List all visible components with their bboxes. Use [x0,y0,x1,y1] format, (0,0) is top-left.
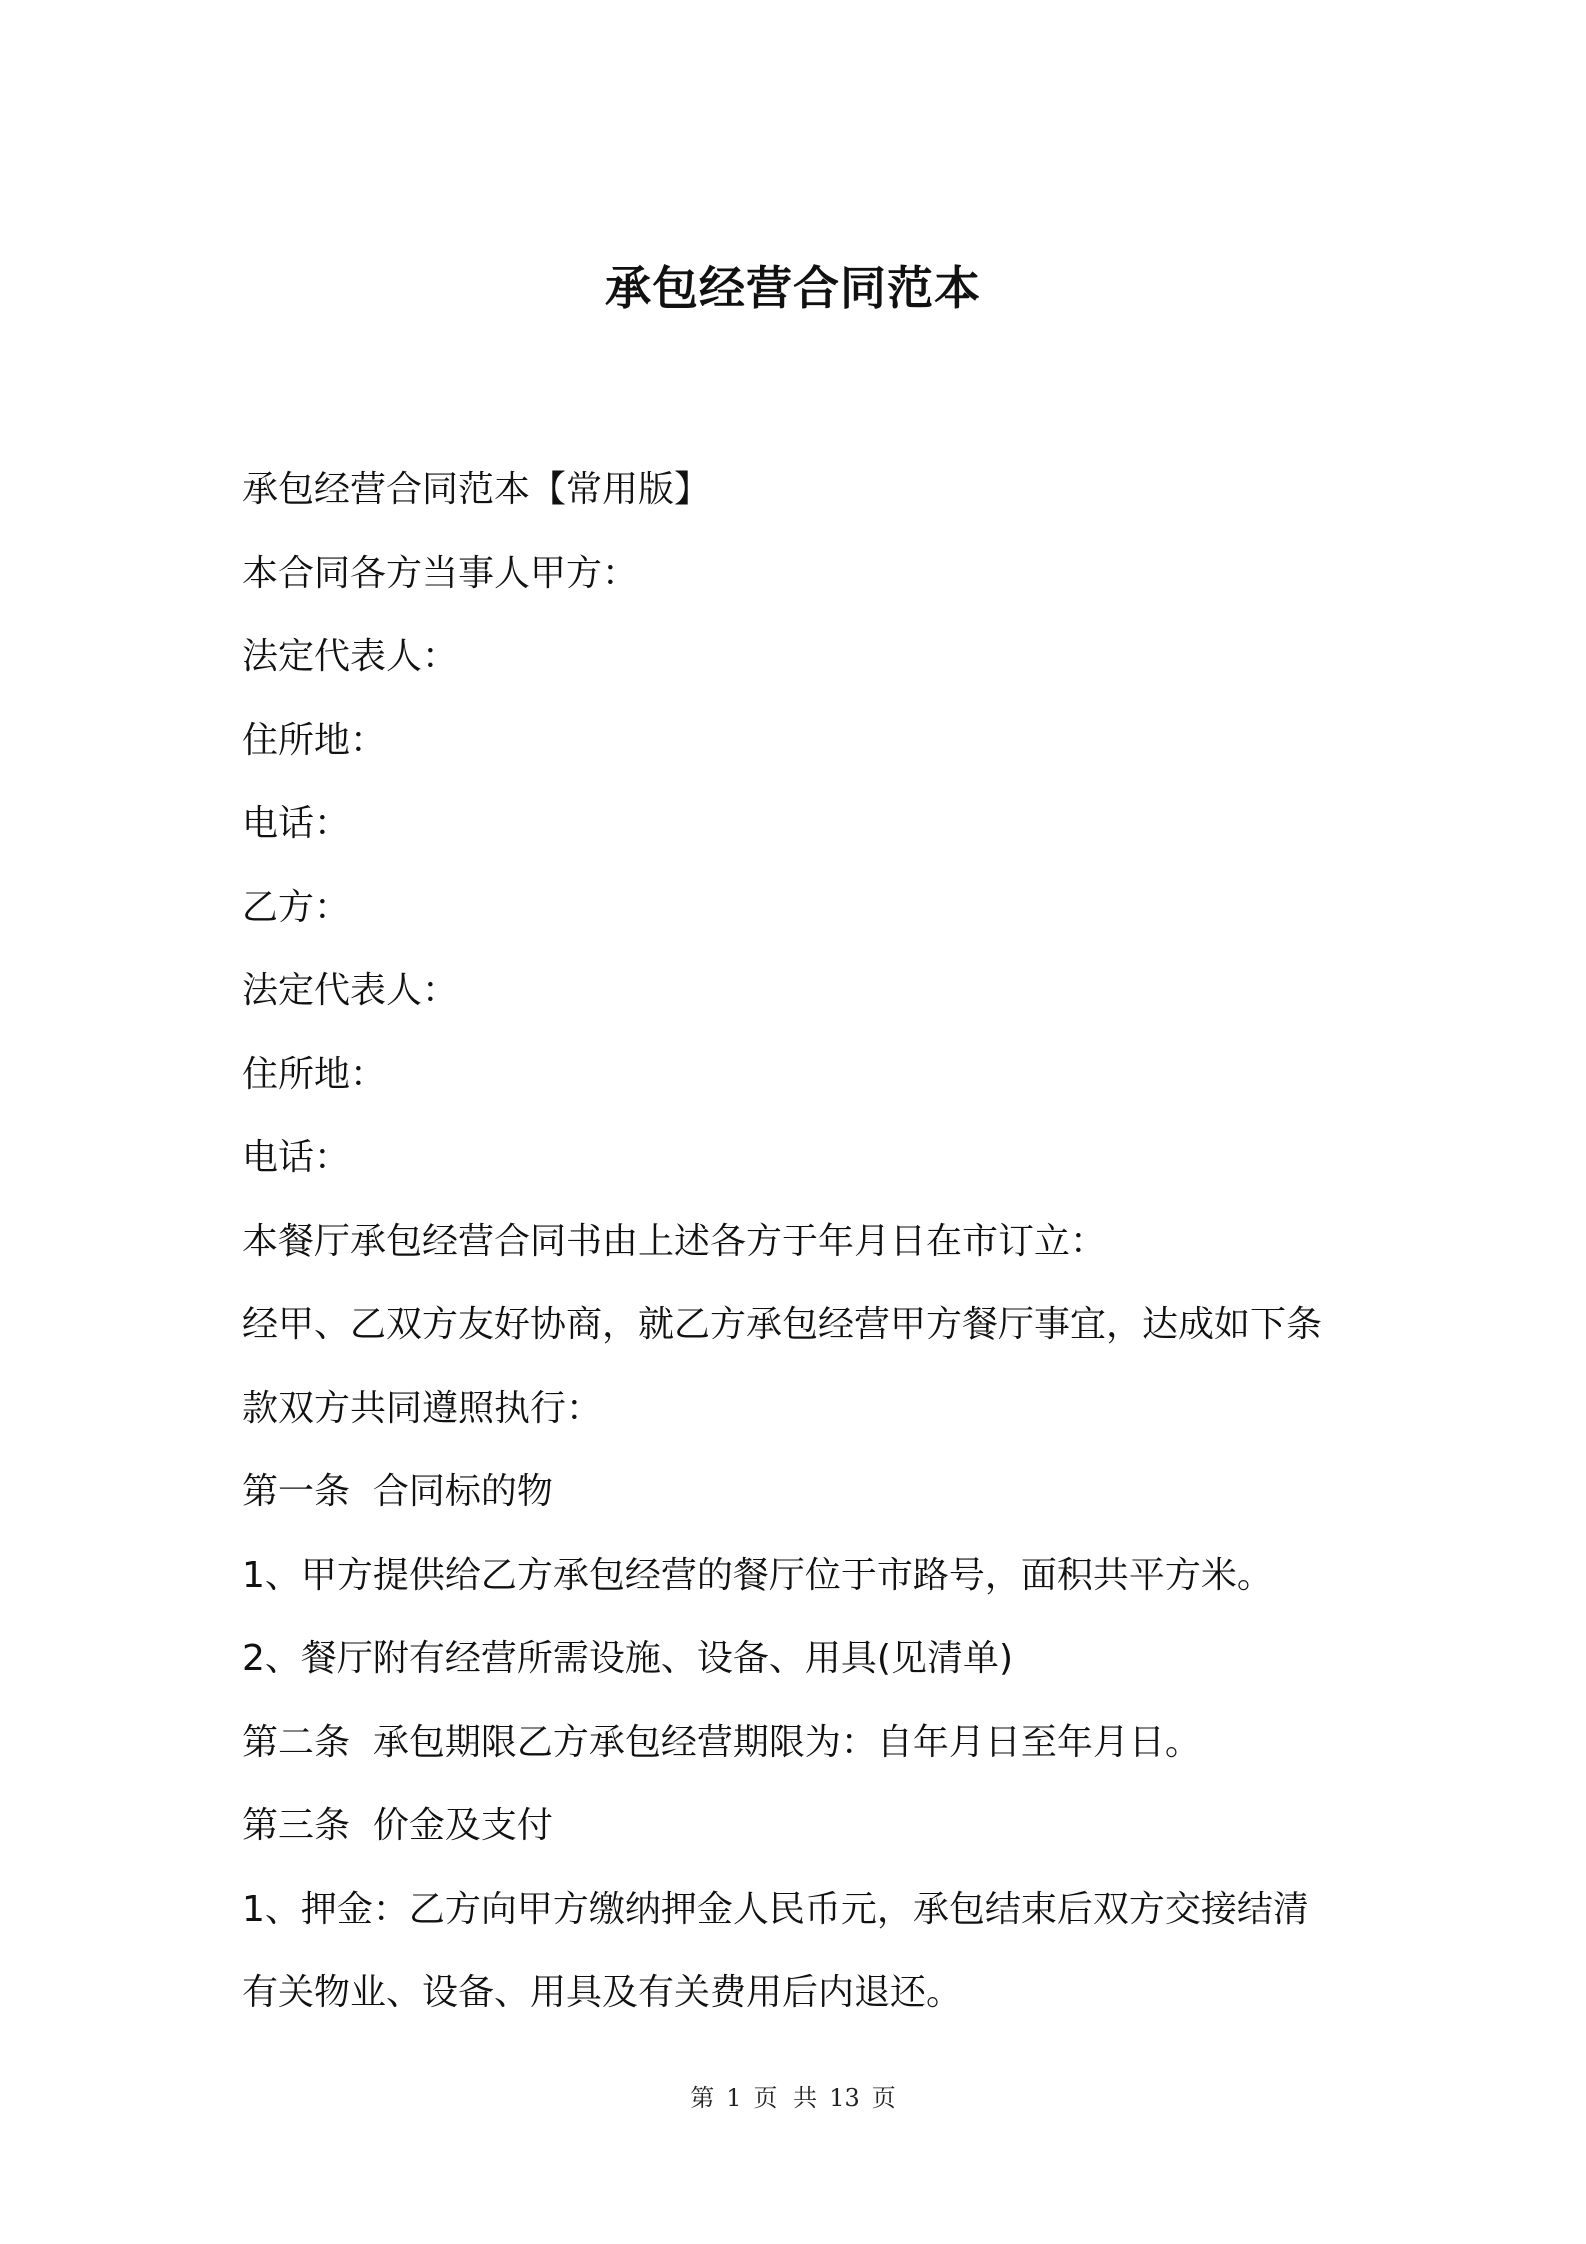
footer-current-page: 1 [726,2084,742,2112]
body-line: 乙方： [242,886,351,928]
body-line: 电话： [242,1137,351,1178]
footer-prefix: 第 [690,2084,715,2112]
footer-total-pages: 13 [829,2084,860,2112]
body-line: 款双方共同遵照执行： [242,1387,603,1429]
body-line: 2、餐厅附有经营所需设施、设备、用具(见清单) [242,1638,1013,1679]
footer-middle: 页 共 [753,2084,818,2112]
footer-suffix: 页 [871,2084,896,2112]
body-line: 经甲、乙双方友好协商，就乙方承包经营甲方餐厅事宜，达成如下条 [242,1304,1323,1345]
body-line: 本餐厅承包经营合同书由上述各方于年月日在市订立： [242,1220,1107,1262]
body-line: 法定代表人： [242,970,459,1011]
section-heading: 第一条 合同标的物 [242,1471,553,1512]
section-heading: 第二条 承包期限乙方承包经营期限为：自年月日至年月日。 [242,1721,1201,1763]
body-line: 住所地： [242,1053,387,1095]
body-line: 有关物业、设备、用具及有关费用后内退还。 [242,1972,963,2013]
document-body [242,448,1362,2035]
document-title: 承包经营合同范本 [605,261,981,315]
body-line: 住所地： [242,719,387,761]
body-line: 1、甲方提供给乙方承包经营的餐厅位于市路号，面积共平方米。 [242,1554,1273,1596]
body-line: 承包经营合同范本【常用版】 [242,469,711,510]
body-line: 电话： [242,803,351,844]
section-heading: 第三条 价金及支付 [242,1805,553,1846]
page-footer [0,2082,1586,2114]
body-line: 法定代表人： [242,636,459,677]
body-line: 1、押金：乙方向甲方缴纳押金人民币元，承包结束后双方交接结清 [242,1888,1309,1930]
body-line: 本合同各方当事人甲方： [242,552,639,594]
